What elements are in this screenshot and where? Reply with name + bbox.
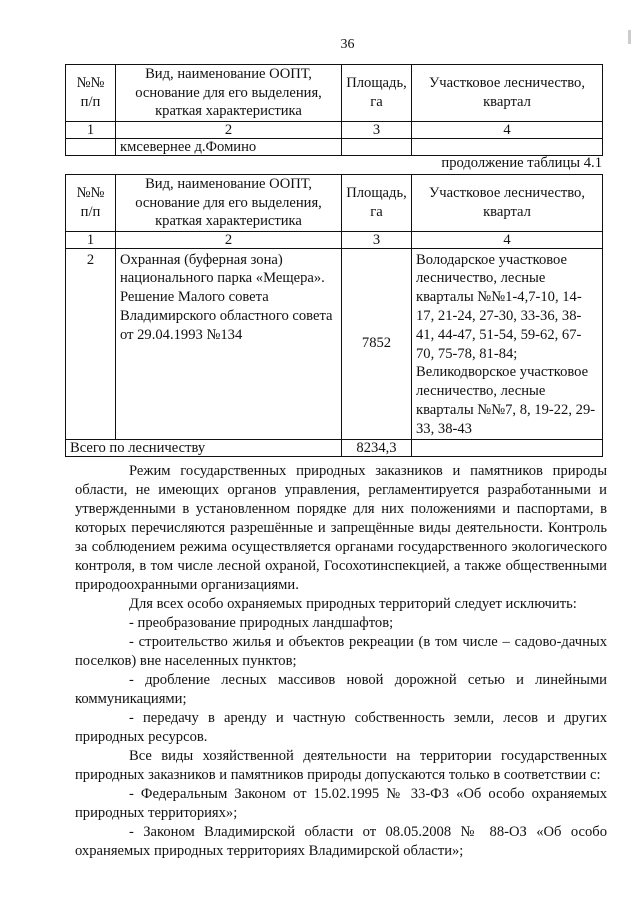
header-num: №№ п/п xyxy=(66,175,116,232)
total-value: 8234,3 xyxy=(342,439,412,456)
header-area: Площадь, га xyxy=(342,65,412,122)
table-header-row xyxy=(66,65,603,122)
header-name: Вид, наименование ООПТ, основание для его выделения, краткая характеристика xyxy=(116,175,342,232)
column-number: 4 xyxy=(412,121,603,138)
column-number: 4 xyxy=(412,231,603,248)
table-row xyxy=(66,138,603,155)
paragraph: Режим государственных природных заказников и памятников природы области, не имеющих органов управления, регламентируется разработанными и утвержденными в установленном порядке для них положениями и паспортами, в которых перечисляются разрешённые и запрещённые виды деятельности. Контроль за соблюдением режима осуществляется органами государственного экологического контроля, в том числе лесной охраной, Госохотинспекцией, а также общественными природоохранными организациями. xyxy=(75,463,607,593)
column-number: 2 xyxy=(116,231,342,248)
table-continuation-label: продолжение таблицы 4.1 xyxy=(441,155,602,171)
table-header-row xyxy=(66,175,603,232)
list-item: - дробление лесных массивов новой дорожной сетью и линейными коммуникациями; xyxy=(75,672,607,707)
column-number: 1 xyxy=(66,121,116,138)
header-forestry: Участковое лесничество, квартал xyxy=(412,65,603,122)
total-label: Всего по лесничеству xyxy=(66,439,342,456)
row-num: 2 xyxy=(66,248,116,439)
header-name: Вид, наименование ООПТ, основание для его выделения, краткая характеристика xyxy=(116,65,342,122)
row-name: Охранная (буферная зона) национального парка «Мещера». Решение Малого совета Владимирского областного совета от 29.04.1993 №134 xyxy=(116,248,342,439)
list-item: - строительство жилья и объектов рекреации (в том числе – садово-дачных поселков) вне населенных пунктов; xyxy=(75,634,607,669)
column-number: 2 xyxy=(116,121,342,138)
table-cell-empty xyxy=(342,138,412,155)
row-forestry: Володарское участковое лесничество, лесные кварталы №№1-4,7-10, 14-17, 21-24, 27-30, 33-36, 38-41, 44-47, 51-54, 59-62, 67-70, 75-78, 81-84; Великодворское участковое лесничество, лесные кварталы №№7, 8, 19-22, 29-33, 38-43 xyxy=(412,248,603,439)
list-item: - Законом Владимирской области от 08.05.2008 № 88-ОЗ «Об особо охраняемых природных территориях Владимирской области»; xyxy=(75,824,607,859)
table-cell-empty xyxy=(412,138,603,155)
page-number: 36 xyxy=(340,37,355,52)
table-cell-fragment: кмсевернее д.Фомино xyxy=(116,138,342,155)
column-number: 1 xyxy=(66,231,116,248)
table-total-row xyxy=(66,439,603,456)
column-number-row xyxy=(66,231,603,248)
paragraph: Все виды хозяйственной деятельности на территории государственных природных заказников и памятников природы допускаются только в соответствии с: xyxy=(75,748,607,783)
list-item: - Федеральным Законом от 15.02.1995 № 33-ФЗ «Об особо охраняемых природных территориях»; xyxy=(75,786,607,821)
list-item: - передачу в аренду и частную собственность земли, лесов и других природных ресурсов. xyxy=(75,710,607,745)
table-main xyxy=(65,174,603,457)
table-fragment-top xyxy=(65,64,603,156)
paragraph: Для всех особо охраняемых природных территорий следует исключить: xyxy=(129,596,577,612)
header-forestry: Участковое лесничество, квартал xyxy=(412,175,603,232)
column-number-row xyxy=(66,121,603,138)
column-number: 3 xyxy=(342,231,412,248)
table-cell-empty xyxy=(66,138,116,155)
header-area: Площадь, га xyxy=(342,175,412,232)
body-text xyxy=(75,462,607,861)
list-item: - преобразование природных ландшафтов; xyxy=(129,615,394,631)
row-area: 7852 xyxy=(342,248,412,439)
table-cell-empty xyxy=(412,439,603,456)
header-num: №№ п/п xyxy=(66,65,116,122)
table-row xyxy=(66,248,603,439)
column-number: 3 xyxy=(342,121,412,138)
